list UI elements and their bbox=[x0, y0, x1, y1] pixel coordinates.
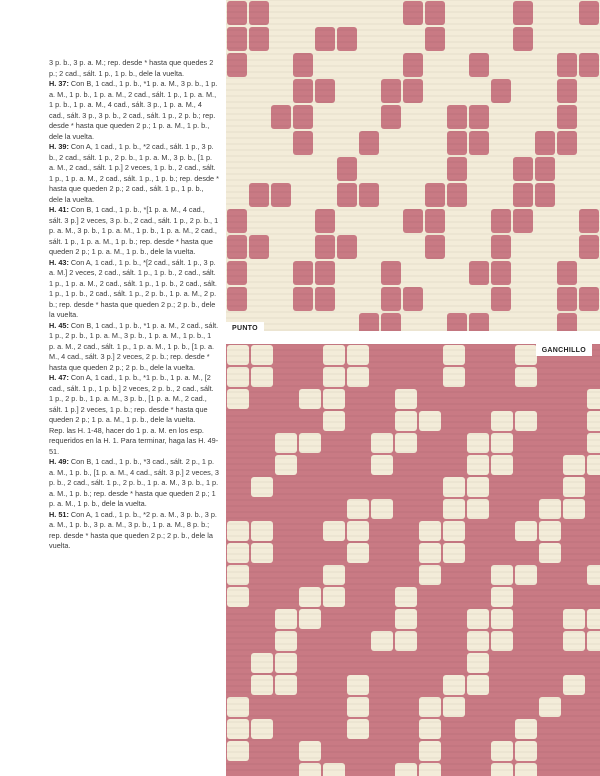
instruction-paragraph bbox=[49, 373, 219, 426]
row-number: H. 37: bbox=[49, 79, 69, 88]
instruction-text: Con A, 1 cad., 1 p. b., *2 cad., sált. 1 p., 3 p. b., 2 cad., sált. 1 p., 2 p. b., 1 p. a. M., 3 p. b., [1 p. a. M., 2 cad., sált. 1 p.] 2 veces, 1 p. b., 2 cad., sált. 1 p., 1 p. a. M., 2 cad., sált. 1 p., 1 p. b.; rep. desde * hasta que queden 2 p.; 2 cad., sált. 1 p., 1 p. b., dele la vuelta. bbox=[49, 142, 219, 204]
pattern-instructions bbox=[49, 58, 219, 552]
knit-mosaic-image bbox=[226, 0, 600, 331]
row-number: H. 49: bbox=[49, 457, 69, 466]
instruction-text: Con B, 1 cad., 1 p. b., *3 cad., sált. 2 p., 1 p. a. M., 1 p. b., [1 p. a. M., 4 cad., sált. 3 p.] 2 veces, 3 p. b., 2 cad., sált. 1 p., 2 p. b., 1 p. a. M., 3 p. b., 1 p. a. M., 1 p. b.; rep. desde * hasta que queden 2 p.; 1 p. a. M., 1 p. b., dele la vuelta. bbox=[49, 457, 219, 508]
instruction-paragraph bbox=[49, 79, 219, 142]
row-number: H. 41: bbox=[49, 205, 69, 214]
row-number: H. 47: bbox=[49, 373, 69, 382]
crochet-mosaic-image bbox=[226, 344, 600, 776]
instruction-paragraph bbox=[49, 426, 219, 458]
instruction-text: Rep. las H. 1-48, hacer do 1 p. a. M. en los esp. requeridos en la H. 1. Para terminar, haga las H. 49-51. bbox=[49, 425, 219, 456]
row-number: H. 45: bbox=[49, 320, 69, 330]
instruction-paragraph bbox=[49, 321, 219, 374]
instruction-paragraph bbox=[49, 142, 219, 205]
knit-label: PUNTO bbox=[226, 322, 264, 334]
instruction-text: Con A, 1 cad., 1 p. b., *2 p. a. M., 3 p. b., 3 p. a. M., 1 p. b., 3 p. a. M., 3 p. b., 1 p. a. M., 8 p. b.; rep. desde * hasta que queden 2 p.; 2 p. b., dele la vuelta. bbox=[49, 509, 217, 550]
instruction-paragraph bbox=[49, 457, 219, 510]
instruction-paragraph bbox=[49, 258, 219, 321]
instruction-text: Con B, 1 cad., 1 p. b., *[1 p. a. M., 4 cad., sált. 3 p.] 2 veces, 3 p. b., 2 cad., sált. 1 p., 2 p. b., 1 p. a. M., 3 p. b., 1 p. a. M., 1 p. b., 1 p. a. M., 2 cad., sált. 1 p., 1 p. a. M., 1 p. b.; rep. desde * hasta que queden 2 p.; 1 p. a. M., 1 p. b., dele la vuelta. bbox=[49, 205, 219, 256]
instruction-text: Con A, 1 cad., 1 p. b., *[2 cad., sált. 1 p., 3 p. a. M.] 2 veces, 2 cad., sált. 1 p., 1 p. b., 2 cad., sált. 1 p., 1 p. a. M., 2 cad., sált. 1 p., 1 p. b., 2 cad., sált. 1 p., 1 p. b., 2 cad., sált. 1 p., 2 p. b., 1 p. a. M., 2 p. b.; rep. desde * hasta que queden 2 p.; 2 p. b., dele la vuelta. bbox=[49, 257, 217, 319]
instruction-paragraph bbox=[49, 205, 219, 258]
crochet-label: GANCHILLO bbox=[536, 344, 592, 356]
instruction-text: Con B, 1 cad., 1 p. b., *1 p. a. M., 3 p. b., 1 p. a. M., 1 p. b., 1 p. a. M., 2 cad., sált. 1 p., 1 p. a. M., 1 p. b., 1 p. a. M., 4 cad., sált. 3 p., 1 p. a. M., 4 cad., sált. 3 p., 3 p. b., 2 cad., sált. 1 p., 2 p. b.; rep. desde * hasta que queden 2 p.; 1 p. a. M., 1 p. b., dele la vuelta. bbox=[49, 79, 218, 141]
row-number: H. 51: bbox=[49, 509, 69, 519]
instruction-paragraph bbox=[49, 58, 219, 79]
knit-swatch-photo bbox=[226, 0, 600, 331]
instruction-text: 3 p. b., 3 p. a. M.; rep. desde * hasta que quedes 2 p.; 2 cad., sált. 1 p., 1 p. b., dele la vuelta. bbox=[49, 58, 214, 78]
row-number: H. 39: bbox=[49, 142, 69, 151]
instruction-text: Con B, 1 cad., 1 p. b., *1 p. a. M., 2 cad., sált. 1 p., 2 p. b., 1 p. a. M., 3 p. b., 1 p. a. M., 1 p. b., 1 p. a. M., 2 cad., sált. 1 p., 1 p. a. M., 1 p. b., [1 p. a. M., 4 cad., sált. 3 p.] 2 veces, 2 p. b.; rep. desde * hasta que queden 2 p.; 2 p. b., dele la vuelta. bbox=[49, 320, 219, 372]
instruction-text: Con A, 1 cad., 1 p. b., *1 p. b., 1 p. a. M., [2 cad., sált. 1 p., 1 p. b.] 2 veces, 2 p. b., 2 cad., sált. 1 p., 2 p. b., 1 p. a. M., 3 p. b., [1 p. a. M., 2 cad., sált. 1 p.] 2 veces, 1 p. b.; rep. desde * hasta que queden 2 p.; 1 p. a. M., 1 p. b., dele la vuelta. bbox=[49, 373, 214, 424]
crochet-swatch-photo bbox=[226, 344, 600, 776]
instruction-paragraph bbox=[49, 510, 219, 552]
row-number: H. 43: bbox=[49, 257, 69, 267]
